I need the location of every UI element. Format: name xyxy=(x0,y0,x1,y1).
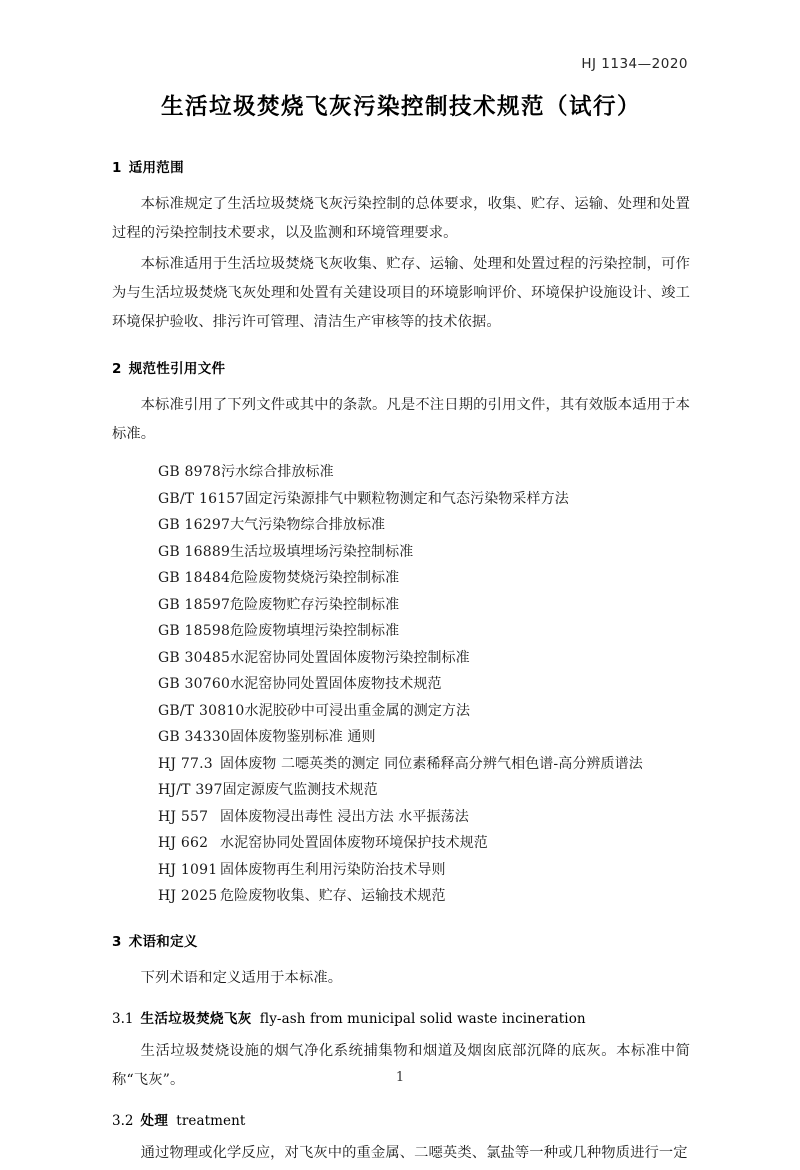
reference-code: GB 30485 xyxy=(158,649,231,666)
reference-item xyxy=(112,618,690,645)
reference-code: GB 8978 xyxy=(158,464,221,480)
reference-code: GB/T 30810 xyxy=(158,702,245,719)
term-name-en-3-1: fly-ash from municipal solid waste incineration xyxy=(259,1010,586,1027)
reference-title: 固定污染源排气中颗粒物测定和气态污染物采样方法 xyxy=(244,490,569,507)
term-name-cn-3-1: 生活垃圾焚烧飞灰 xyxy=(140,1010,252,1027)
term-definition-3-1: 生活垃圾焚烧设施的烟气净化系统捕集物和烟道及烟囱底部沉降的底灰。本标准中简称“飞灰”。 xyxy=(112,1043,690,1088)
document-body xyxy=(112,92,690,1170)
term-heading-3-2 xyxy=(112,1111,690,1131)
term-name-en-3-2: treatment xyxy=(176,1113,246,1129)
reference-title: 污水综合排放标准 xyxy=(220,464,334,480)
term-definition-3-2: 通过物理或化学反应，对飞灰中的重金属、二噁英类、氯盐等一种或几种物质进行一定 xyxy=(140,1145,688,1162)
reference-item xyxy=(112,857,690,884)
reference-item xyxy=(112,883,690,910)
section-1-paragraph-2: 本标准适用于生活垃圾焚烧飞灰收集、贮存、运输、处理和处置过程的污染控制，可作为与生活垃圾焚烧飞灰处理和处置有关建设项目的环境影响评价、环境保护设施设计、竣工环境保护验收、排污许可管理、清洁生产审核等的技术依据。 xyxy=(112,255,690,330)
reference-code: GB 16297 xyxy=(158,517,231,533)
reference-title: 水泥窑协同处置固体废物技术规范 xyxy=(230,676,442,692)
section-heading-2 xyxy=(112,359,690,379)
reference-code: GB 30760 xyxy=(158,676,231,692)
reference-item xyxy=(112,512,690,539)
section-title-2: 规范性引用文件 xyxy=(128,360,226,377)
reference-item xyxy=(112,671,690,698)
reference-item xyxy=(112,565,690,592)
section-title-1: 适用范围 xyxy=(128,159,184,176)
reference-title: 危险废物收集、贮存、运输技术规范 xyxy=(220,888,446,904)
reference-title: 危险废物填埋污染控制标准 xyxy=(230,623,400,639)
reference-item xyxy=(112,830,690,857)
reference-code: GB/T 16157 xyxy=(158,490,245,507)
reference-title: 固定源废气监测技术规范 xyxy=(222,782,378,798)
reference-item xyxy=(112,486,690,513)
page-number: 1 xyxy=(395,1070,405,1085)
section-number-2: 2 xyxy=(112,360,122,377)
reference-code: GB 18484 xyxy=(158,570,231,586)
section-3-paragraph-1: 下列术语和定义适用于本标准。 xyxy=(140,969,343,986)
reference-title: 固体废物鉴别标准 通则 xyxy=(230,729,376,745)
section-1-paragraph-1: 本标准规定了生活垃圾焚烧飞灰污染控制的总体要求，收集、贮存、运输、处理和处置过程的污染控制技术要求，以及监测和环境管理要求。 xyxy=(112,195,690,241)
section-2-paragraph-1: 本标准引用了下列文件或其中的条款。凡是不注日期的引用文件，其有效版本适用于本标准。 xyxy=(112,397,690,442)
reference-title: 危险废物贮存污染控制标准 xyxy=(230,596,400,613)
reference-code: HJ 1091 xyxy=(158,861,218,878)
reference-code: HJ/T 397 xyxy=(158,782,223,798)
term-number-3-2: 3.2 xyxy=(112,1113,134,1129)
reference-item xyxy=(112,777,690,804)
reference-code: GB 34330 xyxy=(158,729,231,745)
section-heading-1 xyxy=(112,158,690,178)
section-number-3: 3 xyxy=(112,933,122,950)
reference-title: 水泥窑协同处置固体废物环境保护技术规范 xyxy=(220,835,488,851)
reference-code: HJ 557 xyxy=(158,808,209,825)
term-number-3-1: 3.1 xyxy=(112,1010,134,1027)
reference-code: GB 16889 xyxy=(158,543,231,560)
reference-item xyxy=(112,804,690,831)
normative-references-list xyxy=(112,459,690,910)
reference-code: HJ 2025 xyxy=(158,888,218,904)
reference-code: HJ 77.3 xyxy=(158,755,213,772)
reference-item xyxy=(112,645,690,672)
standard-code: HJ 1134—2020 xyxy=(581,56,688,72)
reference-title: 生活垃圾填埋场污染控制标准 xyxy=(230,543,414,560)
reference-title: 固体废物再生利用污染防治技术导则 xyxy=(220,861,446,878)
reference-code: GB 18597 xyxy=(158,596,231,613)
reference-item xyxy=(112,751,690,778)
term-heading-3-1 xyxy=(112,1009,690,1029)
reference-title: 固体废物浸出毒性 浸出方法 水平振荡法 xyxy=(220,808,469,825)
reference-title: 水泥胶砂中可浸出重金属的测定方法 xyxy=(244,702,471,719)
section-heading-3 xyxy=(112,932,690,952)
reference-item xyxy=(112,724,690,751)
reference-item xyxy=(112,459,690,486)
term-name-cn-3-2: 处理 xyxy=(140,1113,169,1129)
section-title-3: 术语和定义 xyxy=(128,933,198,950)
section-number-1: 1 xyxy=(112,159,122,176)
reference-code: GB 18598 xyxy=(158,623,231,639)
running-header xyxy=(0,56,688,72)
reference-title: 危险废物焚烧污染控制标准 xyxy=(230,570,400,586)
page-title: 生活垃圾焚烧飞灰污染控制技术规范（试行） xyxy=(160,94,641,120)
reference-code: HJ 662 xyxy=(158,835,209,851)
reference-item xyxy=(112,592,690,619)
reference-item xyxy=(112,698,690,725)
reference-title: 水泥窑协同处置固体废物污染控制标准 xyxy=(230,649,470,666)
reference-title: 大气污染物综合排放标准 xyxy=(230,517,386,533)
reference-item xyxy=(112,539,690,566)
reference-title: 固体废物 二噁英类的测定 同位素稀释高分辨气相色谱-高分辨质谱法 xyxy=(220,755,643,772)
